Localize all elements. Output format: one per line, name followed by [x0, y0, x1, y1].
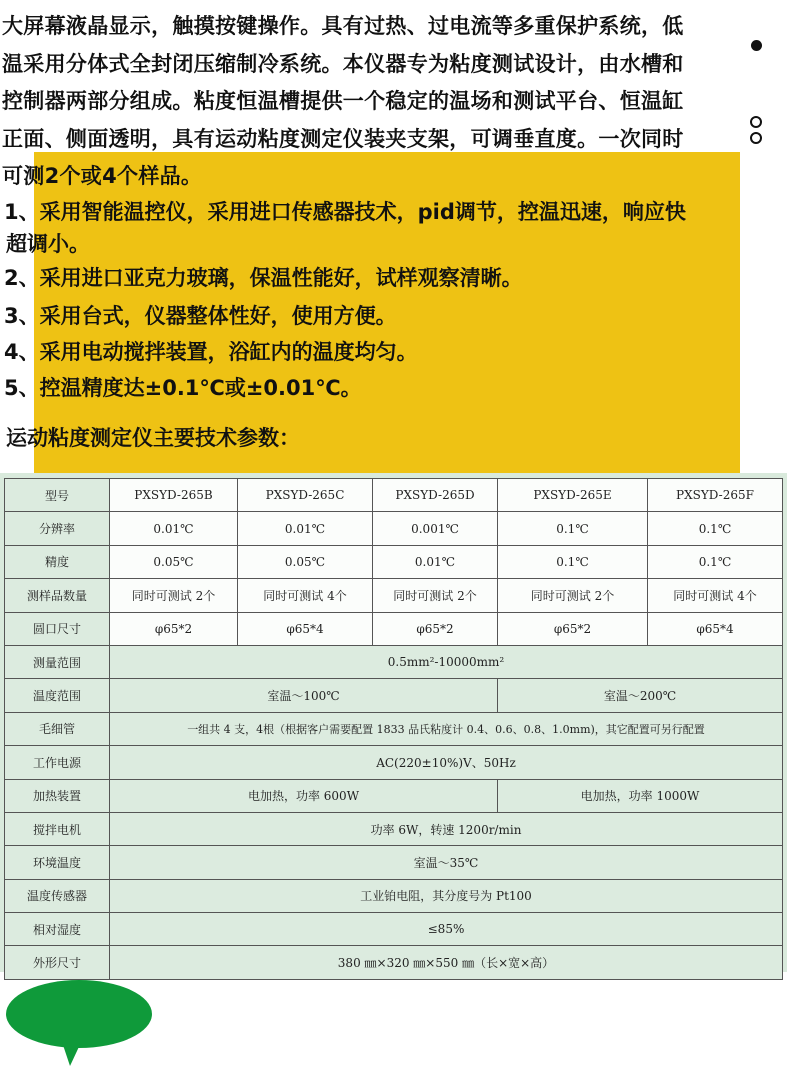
row-label: 型号 — [5, 479, 110, 512]
intro-line: 大屏幕液晶显示，触摸按键操作。具有过热、过电流等多重保护系统，低 — [2, 14, 684, 38]
table-row-resolution — [5, 512, 783, 545]
section-title: 运动粘度测定仪主要技术参数： — [6, 426, 300, 450]
table-cell: AC(220±10%)V、50Hz — [110, 746, 783, 779]
table-cell: φ65*4 — [238, 612, 373, 645]
table-cell: 室温～35℃ — [110, 846, 783, 879]
feature-item-continued: 超调小。 — [6, 232, 90, 256]
table-cell: 室温～100℃ — [110, 679, 498, 712]
row-label: 搅拌电机 — [5, 812, 110, 845]
table-cell: 室温～200℃ — [498, 679, 783, 712]
table-cell: 0.01℃ — [238, 512, 373, 545]
table-row-heater — [5, 779, 783, 812]
row-label: 测量范围 — [5, 645, 110, 678]
feature-item: 1、采用智能温控仪，采用进口传感器技术，pid调节，控温迅速，响应快 — [4, 200, 686, 224]
table-cell: 同时可测试 2个 — [110, 579, 238, 612]
table-row-power — [5, 746, 783, 779]
table-row-accuracy — [5, 545, 783, 578]
table-cell: 0.1℃ — [648, 512, 783, 545]
table-row-humidity — [5, 913, 783, 946]
row-label: 精度 — [5, 545, 110, 578]
ring-dot-icon — [750, 116, 762, 128]
table-cell: ≤85% — [110, 913, 783, 946]
ring-dot-icon — [750, 132, 762, 144]
row-label: 分辨率 — [5, 512, 110, 545]
table-cell: 0.1℃ — [648, 545, 783, 578]
table-cell: φ65*4 — [648, 612, 783, 645]
table-cell: 380 ㎜×320 ㎜×550 ㎜（长×宽×高） — [110, 946, 783, 979]
intro-line: 控制器两部分组成。粘度恒温槽提供一个稳定的温场和测试平台、恒温缸 — [2, 89, 684, 113]
feature-item: 4、采用电动搅拌装置，浴缸内的温度均匀。 — [4, 340, 418, 364]
row-label: 工作电源 — [5, 746, 110, 779]
intro-line: 正面、侧面透明，具有运动粘度测定仪装夹支架，可调垂直度。一次同时 — [2, 126, 684, 151]
row-label: 毛细管 — [5, 712, 110, 745]
model-cell: PXSYD-265D — [373, 479, 498, 512]
table-row-stirrer — [5, 812, 783, 845]
row-label: 外形尺寸 — [5, 946, 110, 979]
table-cell: φ65*2 — [110, 612, 238, 645]
row-label: 测样品数量 — [5, 579, 110, 612]
table-row-size — [5, 946, 783, 979]
table-row-samples — [5, 579, 783, 612]
table-cell: 功率 6W，转速 1200r/min — [110, 812, 783, 845]
feature-item: 2、采用进口亚克力玻璃，保温性能好，试样观察清晰。 — [4, 266, 523, 290]
table-cell: 电加热，功率 600W — [110, 779, 498, 812]
table-cell: 0.01℃ — [373, 545, 498, 578]
model-cell: PXSYD-265C — [238, 479, 373, 512]
table-row-range — [5, 645, 783, 678]
table-cell: φ65*2 — [373, 612, 498, 645]
table-row-capillary — [5, 712, 783, 745]
filled-dot-icon — [751, 40, 762, 51]
table-cell: 同时可测试 4个 — [238, 579, 373, 612]
model-cell: PXSYD-265E — [498, 479, 648, 512]
table-cell: 电加热，功率 1000W — [498, 779, 783, 812]
table-cell: φ65*2 — [498, 612, 648, 645]
table-cell: 0.05℃ — [110, 545, 238, 578]
table-cell: 0.1℃ — [498, 512, 648, 545]
table-row-ambient — [5, 846, 783, 879]
row-label: 温度传感器 — [5, 879, 110, 912]
model-cell: PXSYD-265F — [648, 479, 783, 512]
table-cell: 0.05℃ — [238, 545, 373, 578]
table-cell: 0.5mm²-10000mm² — [110, 645, 783, 678]
table-row-hole — [5, 612, 783, 645]
table-cell: 同时可测试 2个 — [373, 579, 498, 612]
table-cell: 0.01℃ — [110, 512, 238, 545]
row-label: 温度范围 — [5, 679, 110, 712]
intro-paragraph — [2, 8, 790, 196]
table-cell: 0.001℃ — [373, 512, 498, 545]
spec-table — [4, 478, 783, 980]
table-cell: 0.1℃ — [498, 545, 648, 578]
row-label: 相对湿度 — [5, 913, 110, 946]
table-cell: 工业铂电阻，其分度号为 Pt100 — [110, 879, 783, 912]
spec-table-container — [0, 473, 787, 972]
feature-item: 5、控温精度达±0.1℃或±0.01℃。 — [4, 376, 362, 400]
intro-line: 可测2个或4个样品。 — [2, 164, 203, 188]
table-row-model — [5, 479, 783, 512]
decorative-dots — [750, 40, 764, 160]
feature-item: 3、采用台式，仪器整体性好，使用方便。 — [4, 304, 397, 328]
row-label: 环境温度 — [5, 846, 110, 879]
speech-bubble-tail — [60, 1036, 84, 1066]
row-label: 加热装置 — [5, 779, 110, 812]
intro-line: 温采用分体式全封闭压缩制冷系统。本仪器专为粘度测试设计，由水槽和 — [2, 51, 684, 76]
table-cell: 一组共 4 支，4根（根据客户需要配置 1833 品氏粘度计 0.4、0.6、0.8、1.0mm)，其它配置可另行配置 — [110, 712, 783, 745]
table-row-temperature — [5, 679, 783, 712]
table-cell: 同时可测试 4个 — [648, 579, 783, 612]
row-label: 圆口尺寸 — [5, 612, 110, 645]
table-cell: 同时可测试 2个 — [498, 579, 648, 612]
model-cell: PXSYD-265B — [110, 479, 238, 512]
table-row-sensor — [5, 879, 783, 912]
